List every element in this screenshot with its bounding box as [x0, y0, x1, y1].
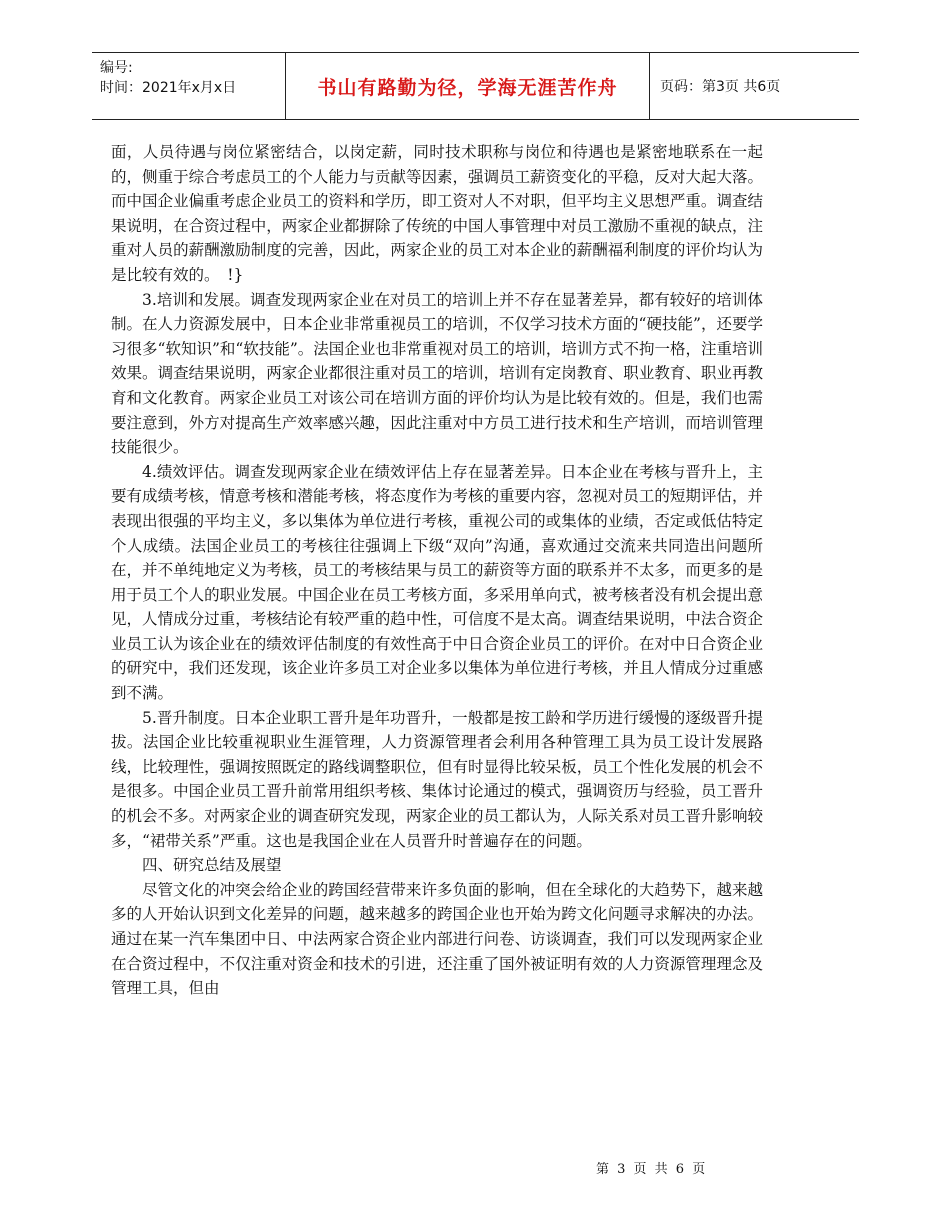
header-motto: 书山有路勤为径，学海无涯苦作舟	[285, 53, 650, 119]
paragraph-continuation: 面，人员待遇与岗位紧密结合，以岗定薪，同时技术职称与岗位和待遇也是紧密地联系在一起的，侧重于综合考虑员工的个人能力与贡献等因素，强调员工薪资变化的平稳，反对大起大落。而中国企业偏重考虑企业员工的资料和学历，即工资对人不对职，但平均主义思想严重。调查结果说明，在合资过程中，两家企业都摒除了传统的中国人事管理中对员工激励不重视的缺点，注重对人员的薪酬激励制度的完善，因此，两家企业的员工对本企业的薪酬福利制度的评价均认为是比较有效的。 !}	[111, 143, 763, 284]
paragraph-conclusion: 尽管文化的冲突会给企业的跨国经营带来许多负面的影响，但在全球化的大趋势下，越来越多的人开始认识到文化差异的问题，越来越多的跨国企业也开始为跨文化问题寻求解决的办法。通过在某一汽车集团中日、中法两家合资企业内部进行问卷、访谈调查，我们可以发现两家企业在合资过程中，不仅注重对资金和技术的引进，还注重了国外被证明有效的人力资源管理理念及管理工具，但由	[111, 880, 763, 998]
paragraph-promotion: 5.晋升制度。日本企业职工晋升是年功晋升，一般都是按工龄和学历进行缓慢的逐级晋升提拔。法国企业比较重视职业生涯管理，人力资源管理者会利用各种管理工具为员工设计发展路线，比较理性，强调按照既定的路线调整职位，但有时显得比较呆板，员工个性化发展的机会不是很多。中国企业员工晋升前常用组织考核、集体讨论通过的模式，强调资历与经验，员工晋升的机会不多。对两家企业的调查研究发现，两家企业的员工都认为，人际关系对员工晋升影响较多，“裙带关系”严重。这也是我国企业在人员晋升时普遍存在的问题。	[111, 708, 763, 850]
header-meta	[92, 53, 285, 119]
document-time-label: 时间：2021年x月x日	[100, 80, 237, 96]
section-heading: 四、研究总结及展望	[142, 856, 282, 875]
document-number-label: 编号:	[100, 60, 133, 76]
document-body	[111, 140, 763, 1001]
paragraph-performance: 4.绩效评估。调查发现两家企业在绩效评估上存在显著差异。日本企业在考核与晋升上，主要有成绩考核，情意考核和潜能考核，将态度作为考核的重要内容，忽视对员工的短期评估，并表现出很强的平均主义，多以集体为单位进行考核，重视公司的或集体的业绩，否定或低估特定个人成绩。法国企业员工的考核往往强调上下级“双向”沟通，喜欢通过交流来共同造出问题所在，并不单纯地定义为考核，员工的考核结果与员工的薪资等方面的联系并不太多，而更多的是用于员工个人的职业发展。中国企业在员工考核方面，多采用单向式，被考核者没有机会提出意见，人情成分过重，考核结论有较严重的趋中性，可信度不是太高。调查结果说明，中法合资企业员工认为该企业在的绩效评估制度的有效性高于中日合资企业员工的评价。在对中日合资企业的研究中，我们还发现，该企业许多员工对企业多以集体为单位进行考核，并且人情成分过重感到不满。	[111, 462, 763, 703]
paragraph-training: 3.培训和发展。调查发现两家企业在对员工的培训上并不存在显著差异，都有较好的培训体制。在人力资源发展中，日本企业非常重视员工的培训，不仅学习技术方面的“硬技能”，还要学习很多“软知识”和“软技能”。法国企业也非常重视对员工的培训，培训方式不拘一格，注重培训效果。调查结果说明，两家企业都很注重对员工的培训，培训有定岗教育、职业教育、职业再教育和文化教育。两家企业员工对该公司在培训方面的评价均认为是比较有效的。但是，我们也需要注意到，外方对提高生产效率感兴趣，因此注重对中方员工进行技术和生产培训，而培训管理技能很少。	[111, 290, 763, 457]
page-header	[92, 52, 859, 120]
header-page-label: 页码：第3页 共6页	[660, 79, 781, 95]
page-footer: 第 3 页 共 6 页	[596, 1162, 708, 1177]
